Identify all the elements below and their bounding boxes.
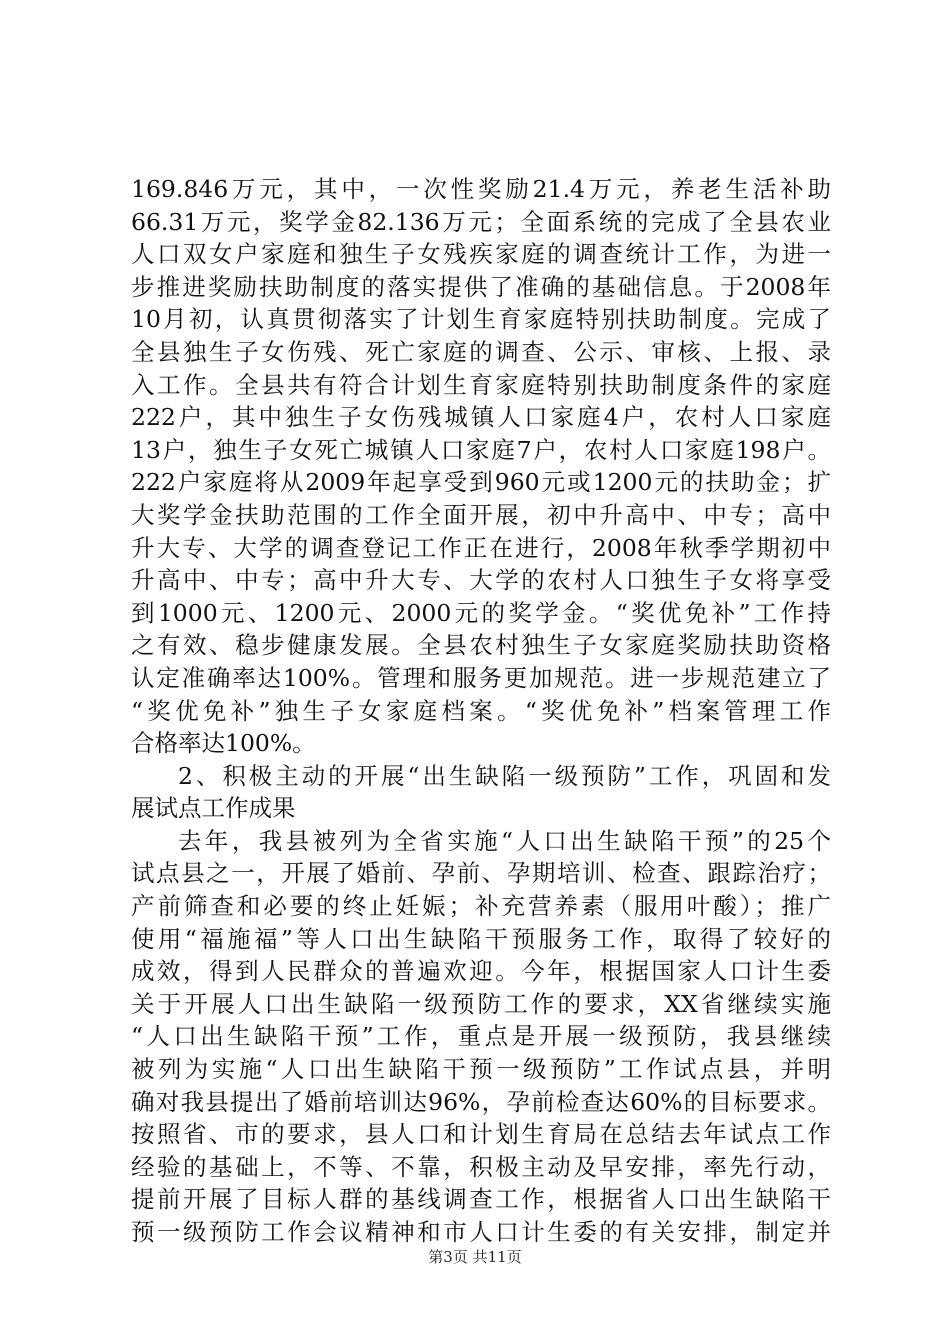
text-line: 关于开展人口出生缺陷一级预防工作的要求，XX省继续实施 <box>131 989 831 1018</box>
text-line: 222户，其中独生子女伤残城镇人口家庭4户，农村人口家庭 <box>131 403 831 432</box>
text-line: 成效，得到人民群众的普遍欢迎。今年，根据国家人口计生委 <box>131 957 831 986</box>
text-line: 10月初，认真贯彻落实了计划生育家庭特别扶助制度。完成了 <box>131 305 831 334</box>
text-line: 步推进奖励扶助制度的落实提供了准确的基础信息。于2008年 <box>131 272 831 301</box>
text-line: 222户家庭将从2009年起享受到960元或1200元的扶助金；扩 <box>131 468 831 497</box>
text-line: 之有效、稳步健康发展。全县农村独生子女家庭奖励扶助资格 <box>131 631 831 660</box>
text-line: “奖优免补”独生子女家庭档案。“奖优免补”档案管理工作 <box>131 696 831 725</box>
text-line: 13户，独生子女死亡城镇人口家庭7户，农村人口家庭198户。 <box>131 435 831 464</box>
text-line: 全县独生子女伤残、死亡家庭的调查、公示、审核、上报、录 <box>131 337 831 366</box>
text-line: 大奖学金扶助范围的工作全面开展，初中升高中、中专；高中 <box>131 500 831 529</box>
text-line: 升大专、大学的调查登记工作正在进行，2008年秋季学期初中 <box>131 533 831 562</box>
text-line: 被列为实施“人口出生缺陷干预一级预防”工作试点县，并明 <box>131 1055 831 1084</box>
text-line: 试点县之一，开展了婚前、孕前、孕期培训、检查、跟踪治疗； <box>131 859 831 888</box>
text-line: 认定准确率达100%。管理和服务更加规范。进一步规范建立了 <box>131 663 831 692</box>
text-line: 合格率达100%。 <box>131 729 316 758</box>
text-line: 到1000元、1200元、2000元的奖学金。“奖优免补”工作持 <box>131 598 831 627</box>
text-line: 使用“福施福”等人口出生缺陷干预服务工作，取得了较好的 <box>131 924 831 953</box>
text-line: 人口双女户家庭和独生子女残疾家庭的调查统计工作，为进一 <box>131 240 831 269</box>
section-heading-line: 2、积极主动的开展“出生缺陷一级预防”工作，巩固和发 <box>178 761 831 790</box>
text-line: 确对我县提出了婚前培训达96%，孕前检查达60%的目标要求。 <box>131 1087 831 1116</box>
text-line: 升高中、中专；高中升大专、大学的农村人口独生子女将享受 <box>131 566 831 595</box>
text-line: 提前开展了目标人群的基线调查工作，根据省人口出生缺陷干 <box>131 1185 831 1214</box>
text-line: 经验的基础上，不等、不靠，积极主动及早安排，率先行动， <box>131 1152 831 1181</box>
text-line: “人口出生缺陷干预”工作，重点是开展一级预防，我县继续 <box>131 1022 831 1051</box>
text-line: 169.846万元，其中，一次性奖励21.4万元，养老生活补助 <box>131 175 831 203</box>
text-line: 去年，我县被列为全省实施“人口出生缺陷干预”的25个 <box>178 826 831 855</box>
text-line: 66.31万元，奖学金82.136万元；全面系统的完成了全县农业 <box>131 207 831 236</box>
page-number-footer: 第3页 共11页 <box>428 1248 522 1266</box>
body-text <box>131 173 831 1249</box>
text-line: 产前筛查和必要的终止妊娠；补充营养素（服用叶酸）；推广 <box>131 892 831 921</box>
text-line: 按照省、市的要求，县人口和计划生育局在总结去年试点工作 <box>131 1120 831 1149</box>
section-heading-line: 展试点工作成果 <box>131 794 296 823</box>
text-line: 入工作。全县共有符合计划生育家庭特别扶助制度条件的家庭 <box>131 370 831 399</box>
text-line: 预一级预防工作会议精神和市人口计生委的有关安排，制定并 <box>131 1218 831 1246</box>
